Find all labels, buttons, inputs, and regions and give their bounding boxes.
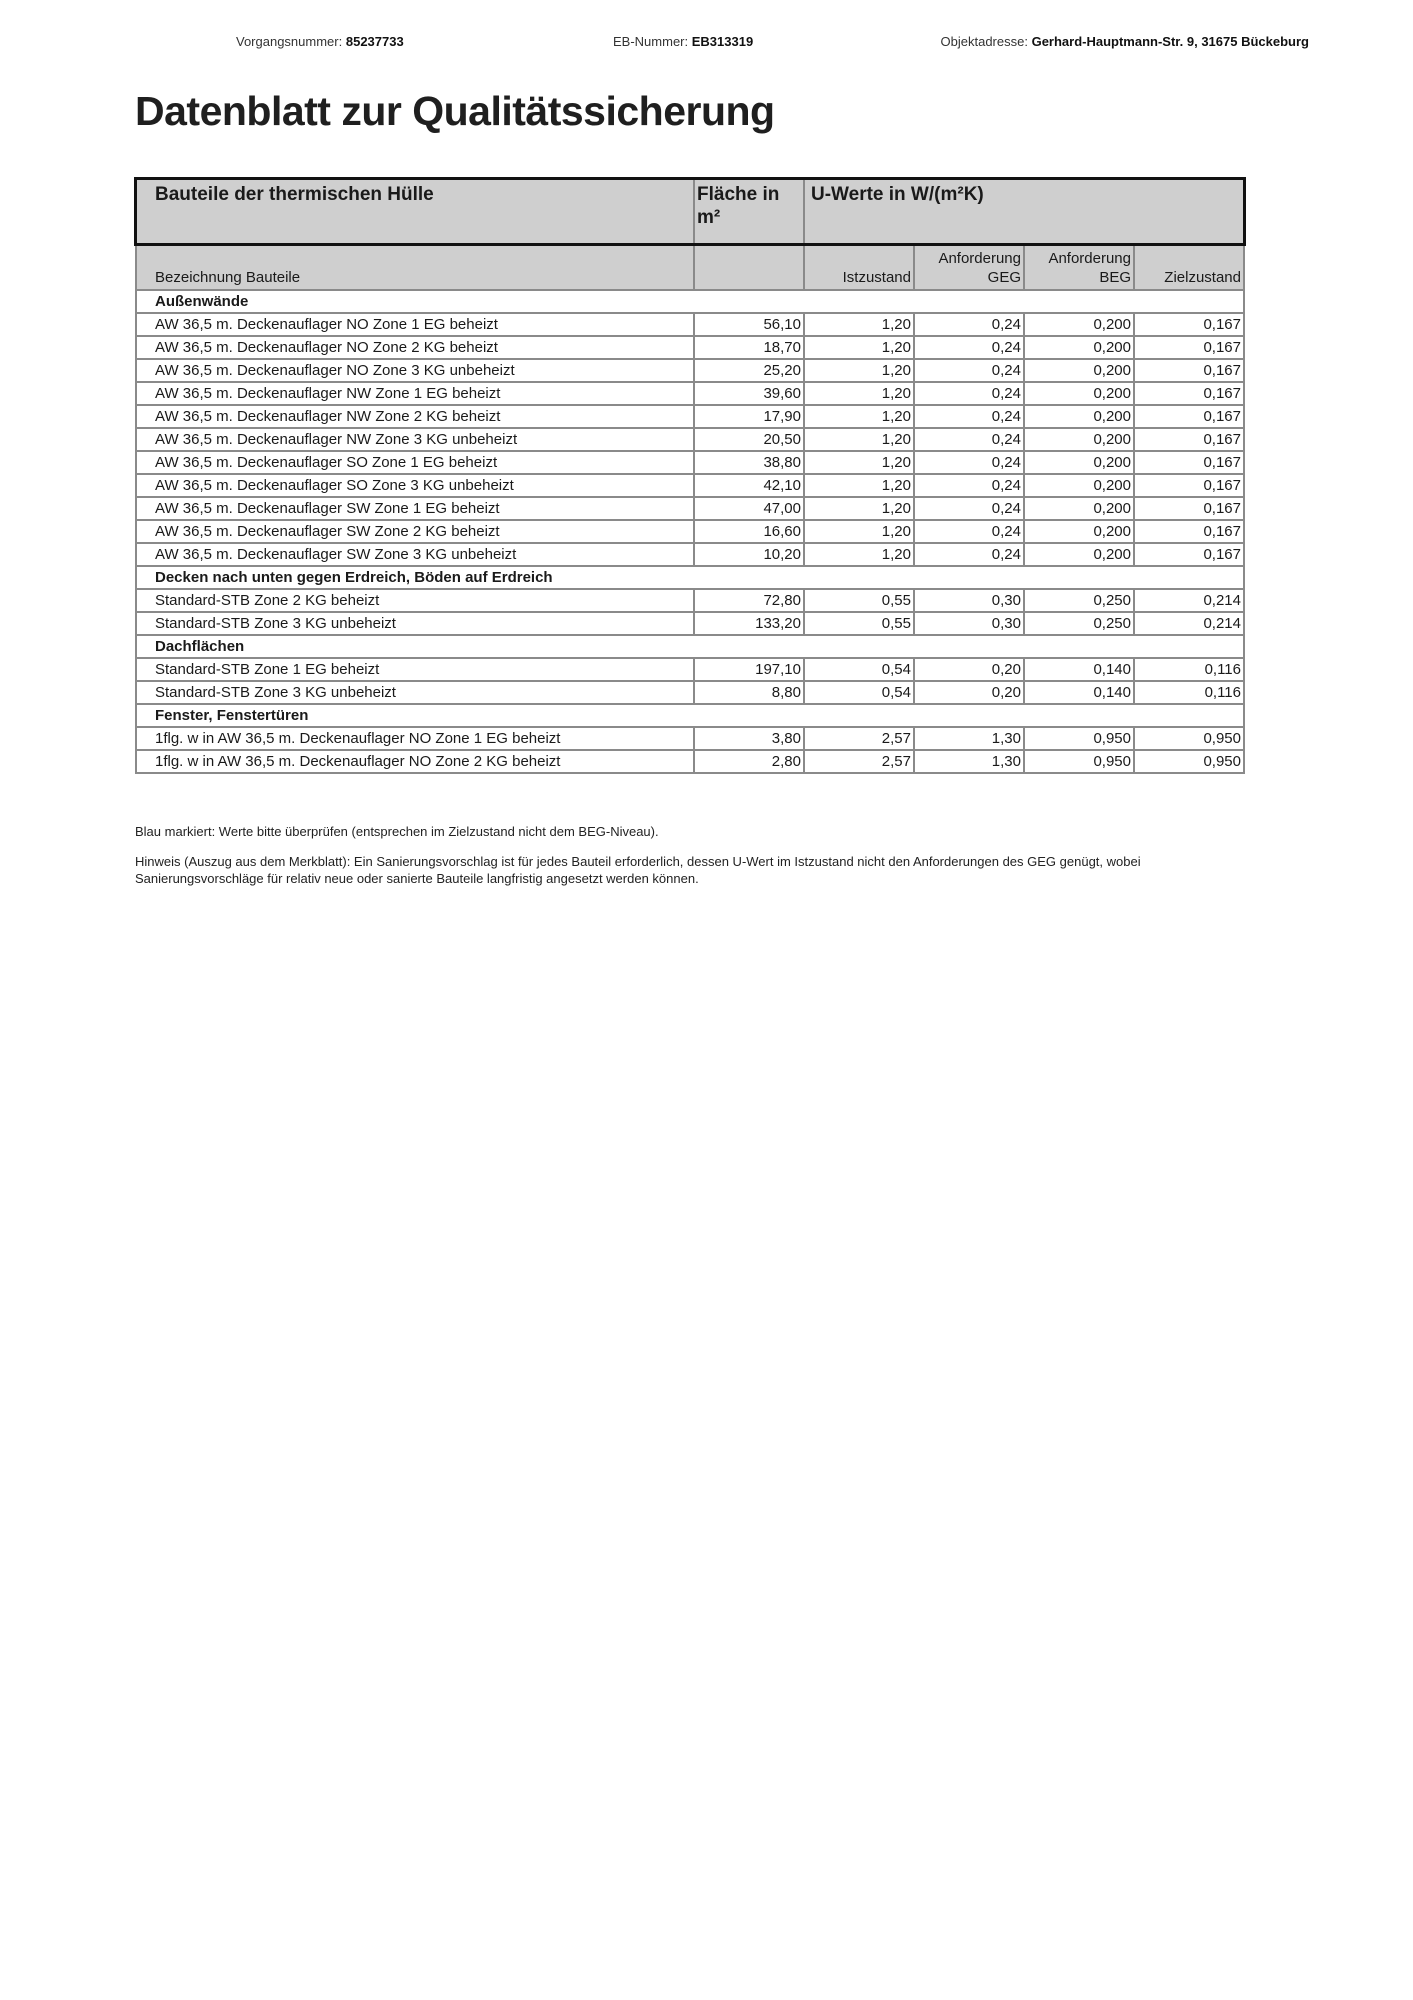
vorgangsnummer-label: Vorgangsnummer: bbox=[236, 34, 343, 49]
cell-istzustand: 1,20 bbox=[804, 336, 914, 359]
section-row bbox=[136, 290, 1244, 313]
eb-nummer-value: EB313319 bbox=[691, 34, 754, 49]
cell-anforderung-beg: 0,200 bbox=[1024, 497, 1134, 520]
cell-bezeichnung: AW 36,5 m. Deckenauflager SW Zone 1 EG beheizt bbox=[136, 497, 694, 520]
section-row bbox=[136, 635, 1244, 658]
cell-zielzustand: 0,167 bbox=[1134, 359, 1244, 382]
cell-anforderung-beg: 0,200 bbox=[1024, 336, 1134, 359]
cell-flaeche: 38,80 bbox=[694, 451, 804, 474]
cell-zielzustand: 0,167 bbox=[1134, 497, 1244, 520]
header-flaeche-line2: m² bbox=[697, 207, 721, 228]
cell-anforderung-geg: 0,24 bbox=[914, 520, 1024, 543]
cell-flaeche: 197,10 bbox=[694, 658, 804, 681]
header-beg-line2: BEG bbox=[1099, 269, 1131, 286]
cell-flaeche: 20,50 bbox=[694, 428, 804, 451]
cell-istzustand: 1,20 bbox=[804, 313, 914, 336]
table-row bbox=[136, 428, 1244, 451]
cell-zielzustand: 0,167 bbox=[1134, 520, 1244, 543]
cell-anforderung-beg: 0,200 bbox=[1024, 474, 1134, 497]
section-title: Decken nach unten gegen Erdreich, Böden auf Erdreich bbox=[136, 566, 1244, 589]
cell-istzustand: 1,20 bbox=[804, 359, 914, 382]
cell-zielzustand: 0,167 bbox=[1134, 336, 1244, 359]
table-row bbox=[136, 681, 1244, 704]
header-anforderung-beg bbox=[1024, 244, 1134, 290]
cell-bezeichnung: AW 36,5 m. Deckenauflager NW Zone 1 EG beheizt bbox=[136, 382, 694, 405]
cell-anforderung-beg: 0,250 bbox=[1024, 589, 1134, 612]
cell-bezeichnung: Standard-STB Zone 1 EG beheizt bbox=[136, 658, 694, 681]
cell-istzustand: 2,57 bbox=[804, 750, 914, 773]
eb-nummer bbox=[613, 34, 753, 49]
header-beg-line1: Anforderung bbox=[1048, 250, 1131, 267]
cell-flaeche: 133,20 bbox=[694, 612, 804, 635]
cell-anforderung-geg: 0,24 bbox=[914, 359, 1024, 382]
cell-zielzustand: 0,167 bbox=[1134, 543, 1244, 566]
cell-istzustand: 2,57 bbox=[804, 727, 914, 750]
page-title: Datenblatt zur Qualitätssicherung bbox=[135, 88, 775, 134]
cell-anforderung-beg: 0,140 bbox=[1024, 681, 1134, 704]
cell-flaeche: 56,10 bbox=[694, 313, 804, 336]
cell-bezeichnung: AW 36,5 m. Deckenauflager SO Zone 1 EG beheizt bbox=[136, 451, 694, 474]
cell-istzustand: 1,20 bbox=[804, 543, 914, 566]
table-row bbox=[136, 543, 1244, 566]
cell-istzustand: 1,20 bbox=[804, 451, 914, 474]
cell-anforderung-geg: 0,24 bbox=[914, 451, 1024, 474]
cell-istzustand: 1,20 bbox=[804, 428, 914, 451]
header-geg-line2: GEG bbox=[987, 269, 1021, 286]
cell-anforderung-beg: 0,200 bbox=[1024, 405, 1134, 428]
table-row bbox=[136, 727, 1244, 750]
section-row bbox=[136, 704, 1244, 727]
cell-flaeche: 39,60 bbox=[694, 382, 804, 405]
cell-anforderung-geg: 0,20 bbox=[914, 681, 1024, 704]
header-flaeche bbox=[694, 179, 804, 244]
header-uwerte bbox=[804, 179, 1244, 244]
cell-anforderung-geg: 0,30 bbox=[914, 589, 1024, 612]
cell-istzustand: 0,54 bbox=[804, 658, 914, 681]
cell-zielzustand: 0,116 bbox=[1134, 658, 1244, 681]
objektadresse-label: Objektadresse: bbox=[940, 34, 1028, 49]
header-zielzustand: Zielzustand bbox=[1134, 244, 1244, 290]
cell-anforderung-geg: 0,20 bbox=[914, 658, 1024, 681]
cell-anforderung-beg: 0,200 bbox=[1024, 451, 1134, 474]
cell-zielzustand: 0,950 bbox=[1134, 727, 1244, 750]
objektadresse bbox=[941, 34, 1309, 49]
cell-anforderung-geg: 1,30 bbox=[914, 727, 1024, 750]
cell-bezeichnung: AW 36,5 m. Deckenauflager NO Zone 2 KG beheizt bbox=[136, 336, 694, 359]
cell-zielzustand: 0,214 bbox=[1134, 612, 1244, 635]
cell-anforderung-geg: 0,24 bbox=[914, 382, 1024, 405]
cell-zielzustand: 0,116 bbox=[1134, 681, 1244, 704]
vorgangsnummer bbox=[236, 34, 404, 49]
table-row bbox=[136, 451, 1244, 474]
cell-flaeche: 42,10 bbox=[694, 474, 804, 497]
cell-anforderung-geg: 0,24 bbox=[914, 474, 1024, 497]
table-row bbox=[136, 612, 1244, 635]
objektadresse-value: Gerhard-Hauptmann-Str. 9, 31675 Bückeburg bbox=[1031, 34, 1309, 49]
cell-flaeche: 25,20 bbox=[694, 359, 804, 382]
cell-bezeichnung: AW 36,5 m. Deckenauflager SO Zone 3 KG unbeheizt bbox=[136, 474, 694, 497]
cell-anforderung-beg: 0,200 bbox=[1024, 428, 1134, 451]
cell-anforderung-beg: 0,200 bbox=[1024, 543, 1134, 566]
cell-flaeche: 10,20 bbox=[694, 543, 804, 566]
note-blau-markiert: Blau markiert: Werte bitte überprüfen (entsprechen im Zielzustand nicht dem BEG-Niveau). bbox=[135, 824, 659, 839]
cell-flaeche: 47,00 bbox=[694, 497, 804, 520]
cell-flaeche: 16,60 bbox=[694, 520, 804, 543]
cell-anforderung-geg: 0,24 bbox=[914, 405, 1024, 428]
cell-anforderung-beg: 0,200 bbox=[1024, 520, 1134, 543]
cell-bezeichnung: Standard-STB Zone 3 KG unbeheizt bbox=[136, 612, 694, 635]
cell-istzustand: 1,20 bbox=[804, 474, 914, 497]
cell-istzustand: 0,54 bbox=[804, 681, 914, 704]
eb-nummer-label: EB-Nummer: bbox=[613, 34, 689, 49]
header-anforderung-geg bbox=[914, 244, 1024, 290]
cell-istzustand: 1,20 bbox=[804, 405, 914, 428]
cell-anforderung-geg: 0,24 bbox=[914, 428, 1024, 451]
section-title: Fenster, Fenstertüren bbox=[136, 704, 1244, 727]
section-title: Dachflächen bbox=[136, 635, 1244, 658]
header-geg-line1: Anforderung bbox=[938, 250, 1021, 267]
cell-anforderung-beg: 0,250 bbox=[1024, 612, 1134, 635]
cell-istzustand: 1,20 bbox=[804, 497, 914, 520]
table-row bbox=[136, 520, 1244, 543]
cell-bezeichnung: 1flg. w in AW 36,5 m. Deckenauflager NO Zone 2 KG beheizt bbox=[136, 750, 694, 773]
cell-flaeche: 72,80 bbox=[694, 589, 804, 612]
table-row bbox=[136, 359, 1244, 382]
table-row bbox=[136, 750, 1244, 773]
cell-anforderung-geg: 0,24 bbox=[914, 336, 1024, 359]
document-header bbox=[0, 34, 1413, 52]
cell-bezeichnung: Standard-STB Zone 3 KG unbeheizt bbox=[136, 681, 694, 704]
table-row bbox=[136, 382, 1244, 405]
note-hinweis: Hinweis (Auszug aus dem Merkblatt): Ein Sanierungsvorschlag ist für jedes Bauteil erforderlich, dessen U-Wert im Istzustand nicht den Anforderungen des GEG genügt, wobei Sanierungsvorschläge für relativ neue oder sanierte Bauteile langfristig angesetzt werden können. bbox=[135, 854, 1141, 886]
cell-flaeche: 8,80 bbox=[694, 681, 804, 704]
table-row bbox=[136, 497, 1244, 520]
cell-bezeichnung: 1flg. w in AW 36,5 m. Deckenauflager NO Zone 1 EG beheizt bbox=[136, 727, 694, 750]
table-header-columns bbox=[136, 244, 1244, 290]
cell-bezeichnung: AW 36,5 m. Deckenauflager NW Zone 2 KG beheizt bbox=[136, 405, 694, 428]
table-row bbox=[136, 336, 1244, 359]
header-uwerte-label: U-Werte in W/(m²K) bbox=[811, 184, 984, 205]
table-row bbox=[136, 658, 1244, 681]
cell-anforderung-beg: 0,950 bbox=[1024, 750, 1134, 773]
cell-flaeche: 3,80 bbox=[694, 727, 804, 750]
cell-anforderung-beg: 0,200 bbox=[1024, 382, 1134, 405]
cell-flaeche: 18,70 bbox=[694, 336, 804, 359]
table-row bbox=[136, 313, 1244, 336]
cell-istzustand: 1,20 bbox=[804, 382, 914, 405]
cell-anforderung-geg: 0,30 bbox=[914, 612, 1024, 635]
section-title: Außenwände bbox=[136, 290, 1244, 313]
cell-bezeichnung: AW 36,5 m. Deckenauflager SW Zone 2 KG beheizt bbox=[136, 520, 694, 543]
table-row bbox=[136, 474, 1244, 497]
cell-istzustand: 0,55 bbox=[804, 612, 914, 635]
header-bauteile: Bauteile der thermischen Hülle bbox=[136, 179, 694, 244]
cell-bezeichnung: AW 36,5 m. Deckenauflager NO Zone 3 KG unbeheizt bbox=[136, 359, 694, 382]
cell-zielzustand: 0,167 bbox=[1134, 428, 1244, 451]
cell-anforderung-geg: 0,24 bbox=[914, 543, 1024, 566]
cell-anforderung-beg: 0,200 bbox=[1024, 359, 1134, 382]
cell-bezeichnung: AW 36,5 m. Deckenauflager NW Zone 3 KG unbeheizt bbox=[136, 428, 694, 451]
cell-flaeche: 17,90 bbox=[694, 405, 804, 428]
cell-bezeichnung: AW 36,5 m. Deckenauflager NO Zone 1 EG beheizt bbox=[136, 313, 694, 336]
table-row bbox=[136, 589, 1244, 612]
cell-zielzustand: 0,214 bbox=[1134, 589, 1244, 612]
cell-anforderung-geg: 1,30 bbox=[914, 750, 1024, 773]
cell-zielzustand: 0,167 bbox=[1134, 382, 1244, 405]
cell-bezeichnung: AW 36,5 m. Deckenauflager SW Zone 3 KG unbeheizt bbox=[136, 543, 694, 566]
cell-zielzustand: 0,167 bbox=[1134, 405, 1244, 428]
cell-istzustand: 0,55 bbox=[804, 589, 914, 612]
cell-anforderung-geg: 0,24 bbox=[914, 497, 1024, 520]
cell-anforderung-beg: 0,200 bbox=[1024, 313, 1134, 336]
cell-zielzustand: 0,167 bbox=[1134, 474, 1244, 497]
cell-zielzustand: 0,950 bbox=[1134, 750, 1244, 773]
header-bezeichnung: Bezeichnung Bauteile bbox=[136, 244, 694, 290]
cell-bezeichnung: Standard-STB Zone 2 KG beheizt bbox=[136, 589, 694, 612]
table-header-main bbox=[136, 179, 1244, 244]
u-werte-table bbox=[135, 178, 1245, 774]
vorgangsnummer-value: 85237733 bbox=[345, 34, 404, 49]
header-flaeche-line1: Fläche in bbox=[697, 184, 780, 205]
header-istzustand: Istzustand bbox=[804, 244, 914, 290]
cell-istzustand: 1,20 bbox=[804, 520, 914, 543]
header-flaeche-empty bbox=[694, 244, 804, 290]
table-row bbox=[136, 405, 1244, 428]
cell-zielzustand: 0,167 bbox=[1134, 451, 1244, 474]
cell-anforderung-beg: 0,140 bbox=[1024, 658, 1134, 681]
cell-anforderung-geg: 0,24 bbox=[914, 313, 1024, 336]
cell-anforderung-beg: 0,950 bbox=[1024, 727, 1134, 750]
cell-flaeche: 2,80 bbox=[694, 750, 804, 773]
cell-zielzustand: 0,167 bbox=[1134, 313, 1244, 336]
section-row bbox=[136, 566, 1244, 589]
